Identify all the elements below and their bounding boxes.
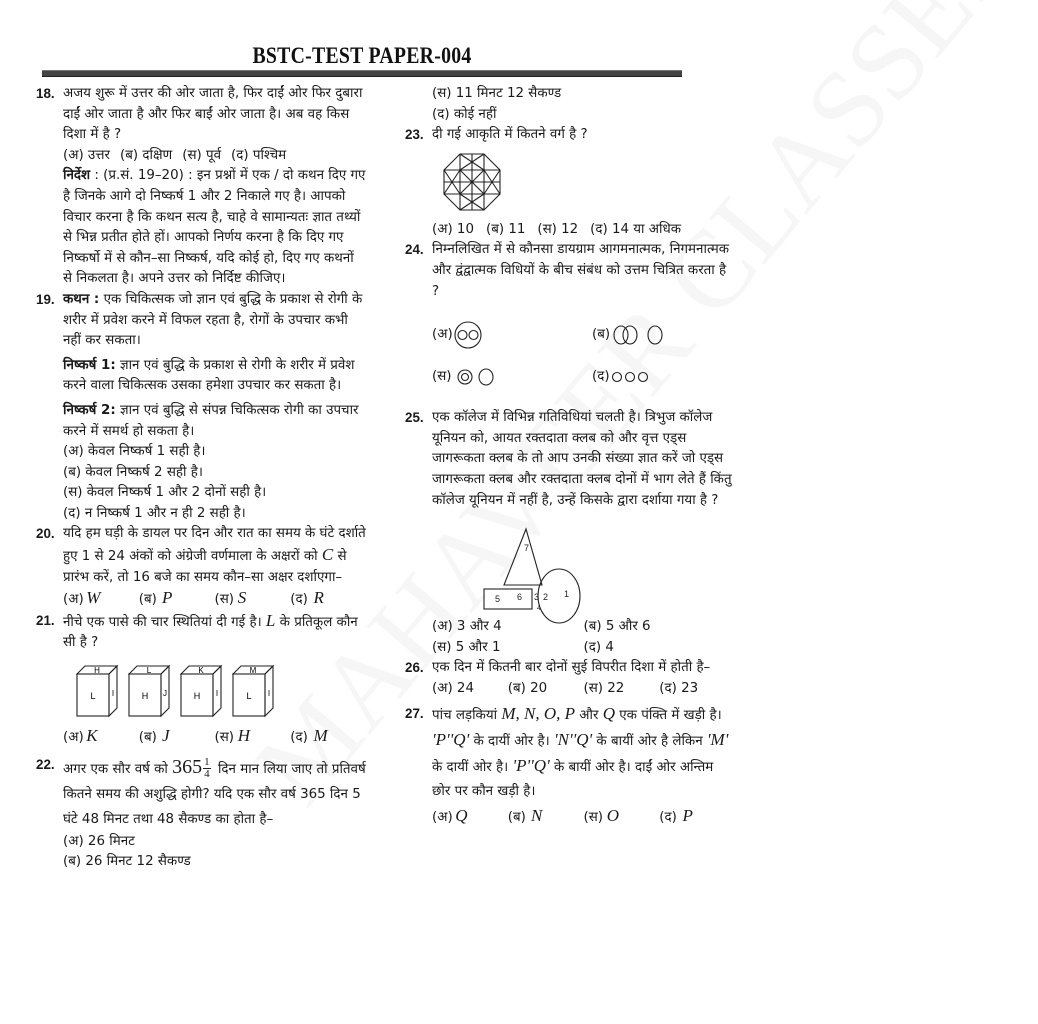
question-text [63, 611, 366, 654]
triangle-shape [504, 529, 542, 585]
option-b[interactable] [508, 804, 584, 830]
die-front-face: L [90, 691, 96, 702]
question-text: दी गई आकृति में कितने वर्ग है ? [432, 127, 588, 143]
option-prefix: (अ) [63, 592, 84, 608]
separate-circles-icon [610, 362, 658, 392]
die-side-face: I [267, 689, 271, 699]
option-b[interactable]: (ब) 26 मिनट 12 सैकण्ड [63, 854, 191, 870]
option-b[interactable]: (ब) 5 और 6 [583, 619, 651, 635]
question-number: 19. [36, 291, 55, 307]
option-a[interactable] [432, 804, 508, 830]
option-prefix: (स) [214, 592, 235, 608]
option-a[interactable]: (अ) 10 [432, 221, 474, 237]
question-20 [36, 524, 366, 610]
math-segment: 'P''Q' [432, 729, 470, 749]
conclusion-2 [63, 401, 366, 442]
fraction-denominator: 4 [204, 768, 210, 781]
option-c[interactable]: (स) 12 [537, 221, 579, 237]
options [63, 146, 366, 167]
option-c[interactable]: (स) 22 [583, 680, 625, 696]
option-c[interactable] [215, 726, 291, 749]
region-label: 1 [564, 589, 570, 600]
die-front-face: L [246, 691, 252, 702]
conclusion-2-text: ज्ञान एवं बुद्धि से संपन्न चिकित्सक रोगी का उपचार करने में समर्थ हो सकता है। [63, 402, 359, 439]
die-top-face: H [94, 666, 100, 676]
option-value: S [237, 588, 247, 608]
die-2 [129, 666, 169, 716]
option-prefix: (स) [583, 809, 604, 825]
die-4 [233, 666, 273, 716]
question-22-continued [405, 84, 735, 125]
option-prefix: (स) [432, 368, 452, 384]
option-value: W [86, 588, 101, 608]
option-prefix: (ब) [592, 326, 611, 342]
question-number: 27. [405, 705, 424, 721]
question-25 [405, 408, 735, 658]
text-segment: के बायीं ओर है लेकिन [596, 733, 703, 749]
die-side-face: I [215, 689, 219, 699]
question-number: 23. [405, 127, 424, 143]
statement-text: एक चिकित्सक जो ज्ञान एवं बुद्धि के प्रकाश से रोगी के शरीर में प्रवेश करने में विफल रहता है, रोगों के उपचार कभी नहीं कर सकता। [63, 291, 363, 349]
question-number: 21. [36, 612, 55, 628]
option-value: Q [455, 805, 468, 825]
die-1 [77, 666, 117, 716]
option-value: N [530, 805, 543, 825]
text-segment: के बायीं ओर है। दाईं ओर अन्तिम छोर पर कौन खड़ी है। [432, 759, 714, 799]
question-text-a: नीचे एक पासे की चार स्थितियां दी गई है। [63, 614, 262, 630]
option-b[interactable]: (ब) केवल निष्कर्ष 2 सही है। [63, 464, 203, 480]
mixed-number-whole: 365 [172, 755, 203, 778]
question-text: एक दिन में कितनी बार दोनों सुई विपरीत दिशा में होती है– [432, 660, 711, 676]
option-b[interactable] [139, 588, 215, 611]
option-a[interactable] [432, 320, 485, 350]
option-a[interactable]: (अ) उत्तर [63, 147, 111, 163]
option-prefix: (द) [290, 730, 308, 746]
directions-text: : (प्र.सं. 19–20) : इन प्रश्नों में एक / दो कथन दिए गए है जिनके आगे दो निष्कर्ष 1 और 2 निकाले गए है। आपको विचार करना है कि कथन सत्य है, चाहे वे सामान्यतः ज्ञात तथ्यों से भिन्न प्रतीत होते हों। आपको निर्णय करना है कि दिए गए निष्कर्षो में से कौन–सा निष्कर्ष, यदि कोई हो, दिए गए कथनों से निकलता है। अपने उत्तर को निर्दिष्ट कीजिए। [63, 168, 366, 287]
math-segment: 'N''Q' [553, 729, 593, 749]
die-top-face: K [198, 666, 204, 676]
text-segment: एक पंक्ति में खड़ी है। [619, 707, 722, 723]
conclusion-2-label: निष्कर्ष 2: [63, 402, 116, 418]
region-label: 5 [495, 594, 501, 605]
options [432, 617, 735, 658]
option-prefix: (अ) [432, 326, 453, 342]
option-d[interactable]: (द) 14 या अधिक [590, 221, 681, 237]
octagon-squares-figure [442, 152, 502, 212]
question-23 [405, 125, 735, 240]
option-prefix: (अ) [432, 809, 453, 825]
question-number: 25. [405, 410, 424, 426]
die-top-face: M [249, 666, 257, 676]
question-text [432, 702, 735, 804]
die-front-face: H [193, 691, 201, 702]
dice-figure [77, 662, 377, 724]
option-a[interactable] [63, 588, 139, 611]
math-segment: M, N, O, P [501, 703, 576, 723]
conclusion-1-label: निष्कर्ष 1: [63, 357, 116, 373]
statement [63, 290, 366, 352]
die-front-face: H [141, 691, 149, 702]
venn-options [432, 308, 735, 408]
option-prefix: (ब) [138, 592, 157, 608]
math-segment: 'M' [706, 729, 729, 749]
option-c[interactable] [432, 362, 500, 392]
math-letter: L [265, 610, 276, 630]
option-prefix: (द) [659, 809, 677, 825]
region-label: 4 [537, 605, 541, 613]
option-value: J [161, 726, 170, 746]
region-label: 6 [517, 592, 523, 603]
die-top-face: L [146, 666, 152, 676]
overlapping-circles-icon [610, 320, 674, 350]
option-c[interactable] [215, 588, 291, 611]
option-c[interactable] [584, 804, 660, 830]
question-number: 20. [36, 526, 55, 542]
statement-label: कथन : [63, 291, 100, 307]
question-text-a: अगर एक सौर वर्ष को [63, 761, 168, 777]
question-26 [405, 658, 735, 699]
question-24 [405, 240, 735, 408]
region-label: 2 [543, 592, 549, 603]
option-prefix: (ब) [138, 730, 157, 746]
question-text: अजय शुरू में उत्तर की ओर जाता है, फिर दाईं ओर फिर दुबारा दाईं ओर जाता है और फिर बाईं ओर जाता है। अब वह किस दिशा में है ? [63, 86, 363, 143]
option-b[interactable]: (ब) 11 [485, 221, 526, 237]
conclusion-1 [63, 356, 366, 397]
text-segment: के दायीं ओर है। [473, 733, 550, 749]
circles-inside-circle-icon [453, 320, 485, 350]
question-text-b: के प्रतिकूल कौन सी है ? [63, 614, 358, 651]
option-c[interactable]: (स) 5 और 1 [432, 639, 501, 655]
option-prefix: (द) [290, 592, 308, 608]
option-a[interactable]: (अ) 26 मिनट [63, 833, 135, 849]
option-d[interactable] [592, 362, 658, 392]
option-d[interactable]: (द) पश्चिम [231, 147, 287, 163]
option-b[interactable] [592, 320, 674, 350]
question-27 [405, 702, 735, 830]
option-a[interactable]: (अ) 24 [432, 680, 474, 696]
options [63, 588, 366, 611]
venn-diagram-figure [484, 527, 614, 617]
option-d[interactable]: (द) 4 [583, 639, 614, 655]
right-column [405, 84, 735, 830]
text-segment: और [579, 707, 599, 723]
option-value: K [86, 726, 98, 746]
math-letter: C [321, 545, 334, 565]
page-title: BSTC-TEST PAPER-004 [252, 43, 472, 68]
die-side-face: I [111, 689, 115, 699]
option-d[interactable]: (द) न निष्कर्ष 1 और न ही 2 सही है। [63, 505, 246, 521]
directions [63, 166, 366, 290]
text-segment: पांच लड़कियां [432, 707, 498, 723]
question-number: 24. [405, 242, 424, 258]
option-d[interactable]: (द) कोई नहीं [432, 106, 497, 122]
question-number: 22. [36, 756, 55, 772]
question-number: 26. [405, 660, 424, 676]
option-prefix: (द) [592, 368, 610, 384]
options [432, 679, 735, 700]
fraction-numerator: 1 [204, 756, 210, 769]
math-segment: 'P''Q' [512, 755, 550, 775]
option-d[interactable] [290, 726, 366, 749]
option-prefix: (स) [214, 730, 235, 746]
question-21 [36, 611, 366, 749]
option-d[interactable]: (द) 23 [659, 680, 699, 696]
question-text-b: दिन मान लिया जाए तो प्रतिवर्ष कितने समय की अशुद्धि होगी? यदि एक सौर वर्ष 365 दिन 5 घंटे 48 मिनट तथा 48 सैकण्ड का होता है– [63, 761, 366, 827]
option-a[interactable] [63, 726, 139, 749]
options [63, 726, 366, 749]
option-d[interactable] [290, 588, 366, 611]
question-text-b: से प्रारंभ करें, तो 16 बजे का समय कौन–सा अक्षर दर्शाएगा– [63, 549, 347, 585]
option-d[interactable] [659, 804, 735, 830]
options [432, 804, 735, 830]
option-value: P [161, 588, 173, 608]
option-c[interactable]: (स) 11 मिनट 12 सैकण्ड [432, 86, 562, 101]
option-c[interactable]: (स) केवल निष्कर्ष 1 और 2 दोनों सही है। [63, 485, 267, 501]
region-label: 7 [524, 543, 530, 554]
option-a[interactable]: (अ) 3 और 4 [432, 619, 502, 635]
option-value: O [606, 805, 619, 825]
option-prefix: (अ) [63, 730, 84, 746]
question-text [63, 755, 366, 832]
question-text-a: यदि हम घड़ी के डायल पर दिन और रात का समय के घंटे दर्शाते हुए 1 से 24 अंकों को अंग्रेजी वर्णमाला के अक्षरों को [63, 526, 366, 565]
question-19 [36, 290, 366, 525]
options [432, 220, 735, 241]
fraction [203, 757, 211, 780]
option-c[interactable]: (स) पूर्व [182, 147, 222, 163]
concentric-circles-icon [452, 362, 500, 392]
question-text [63, 524, 366, 588]
question-number: 18. [36, 86, 55, 101]
directions-label: निर्देश [63, 168, 91, 184]
region-label: 3 [534, 592, 540, 603]
option-b[interactable] [139, 726, 215, 749]
math-segment: Q [602, 703, 616, 723]
option-b[interactable]: (ब) 20 [507, 680, 548, 696]
die-3 [181, 666, 221, 716]
question-18 [36, 84, 366, 290]
option-value: R [313, 588, 324, 608]
option-value: M [313, 726, 328, 746]
conclusion-1-text: ज्ञान एवं बुद्धि के प्रकाश से रोगी के शरीर में प्रवेश करने वाला चिकित्सक उसका हमेशा उपचार कर सकता है। [63, 357, 355, 394]
option-a[interactable]: (अ) केवल निष्कर्ष 1 सही है। [63, 444, 206, 460]
text-segment: के दायीं ओर है। [432, 759, 509, 775]
question-22 [36, 755, 366, 873]
die-side-face: J [163, 689, 167, 699]
option-value: P [682, 805, 693, 825]
option-b[interactable]: (ब) दक्षिण [120, 147, 173, 163]
left-column [36, 84, 366, 873]
question-text: निम्नलिखित में से कौनसा डायग्राम आगमनात्मक, निगमनात्मक और द्वंद्वात्मक विधियों के बीच संबंध को उत्तम चित्रित करता है ? [432, 242, 730, 299]
option-prefix: (ब) [507, 809, 526, 825]
question-text: एक कॉलेज में विभिन्न गतिविधियां चलती है। त्रिभुज कॉलेज यूनियन को, आयत रक्तदाता क्लब को और वृत्त एड्स जागरूकता क्लब के तो आप उनकी संख्या ज्ञात करें जो एड्स जागरूकता क्लब और रक्तदाता क्लब दोनों में भाग लेते हैं किंतु कॉलेज यूनियन में नहीं है, उन्हें किसके द्वारा दर्शाया गया है ? [432, 410, 732, 508]
option-value: H [237, 726, 250, 746]
rectangle-shape [484, 589, 532, 609]
header-rule [42, 70, 682, 77]
